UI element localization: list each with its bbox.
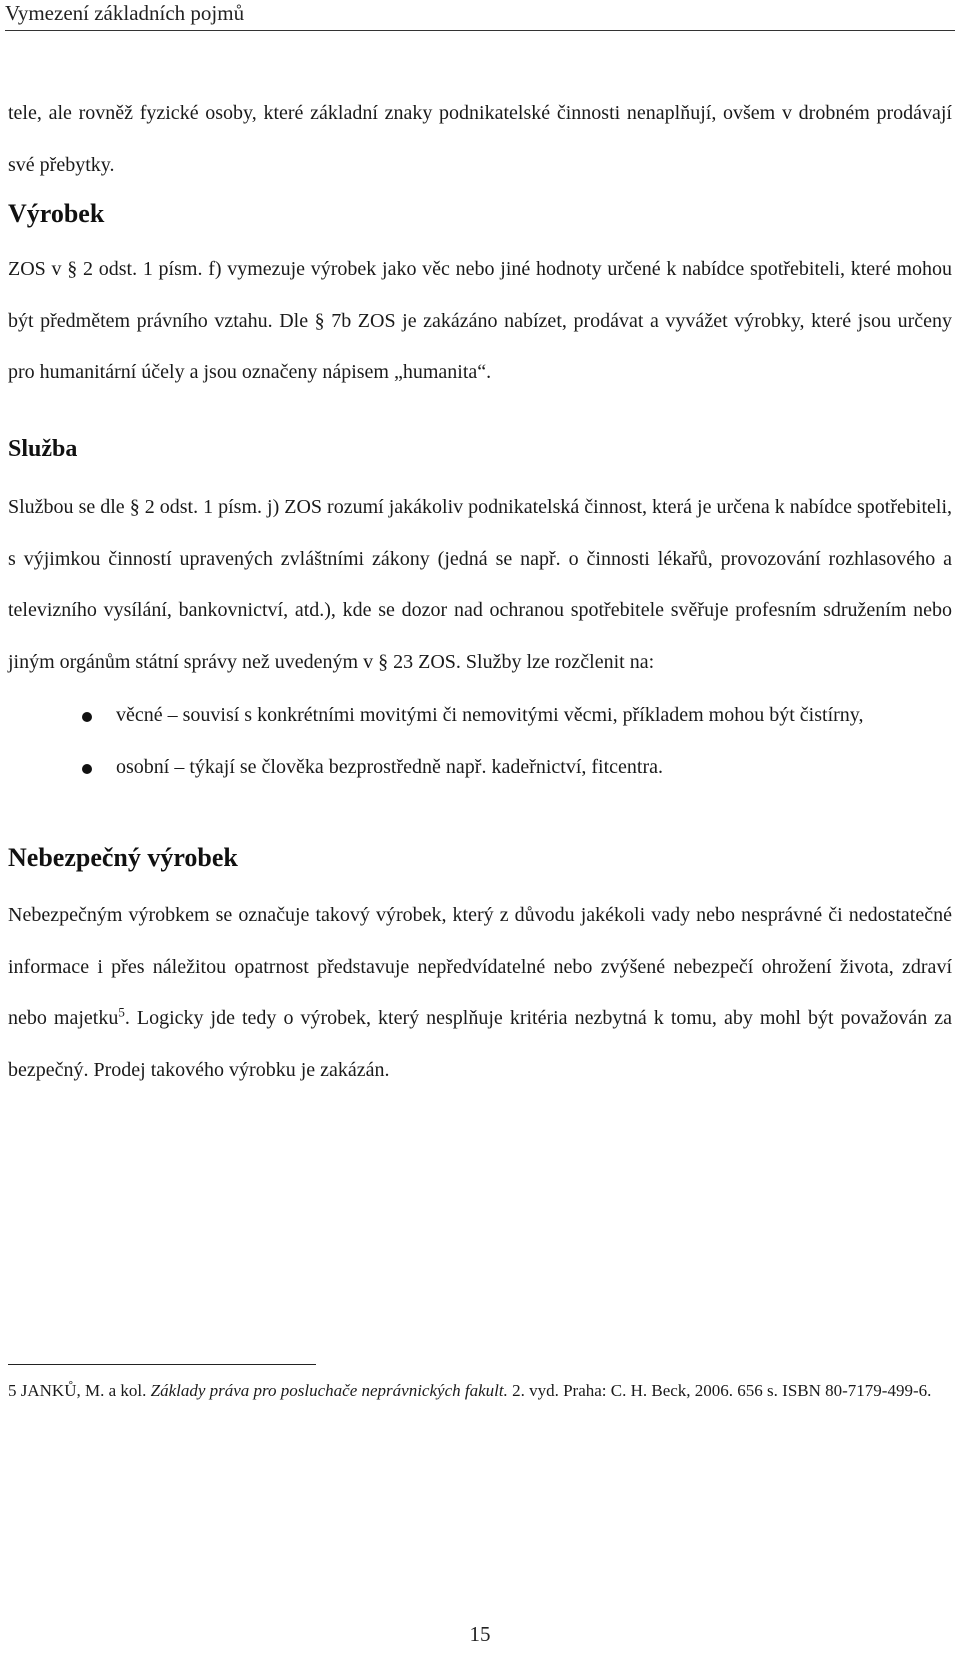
list-item-text: věcné – souvisí s konkrétními movitými či nemovitými věcmi, příkladem mohou být čistírny, [116,704,864,726]
footnote-ref[interactable]: 5 [118,1004,125,1020]
paragraph-text: Nebezpečným výrobkem se označuje takový výrobek, který z důvodu jakékoli vady nebo nesprávné či nedostatečné informace i přes náležitou opatrnost představuje nepředvídatelné nebo zvýšené nebezpečí ohrožení života, zdraví nebo majetku [8,904,952,1029]
footnote [8,1378,952,1403]
list-item [8,742,952,794]
intro-paragraph: tele, ale rovněž fyzické osoby, které základní znaky podnikatelské činnosti nenaplňují, ovšem v drobném prodávají své přebytky. [8,102,952,176]
bullet-icon [82,764,92,774]
footnote-title: Základy práva pro posluchače neprávnických fakult. [150,1381,508,1400]
footnote-number: 5 [8,1381,17,1400]
paragraph-sluzba: Službou se dle § 2 odst. 1 písm. j) ZOS rozumí jakákoliv podnikatelská činnost, která je určena k nabídce spotřebiteli, s výjimkou činností upravených zvláštními zákony (jedná se např. o činnosti lékařů, provozování rozhlasového a televizního vysílání, bankovnictví, atd.), kde se dozor nad ochranou spotřebitele svěřuje profesním sdružením nebo jiným orgánům státní správy než uvedeným v § 23 ZOS. Služby lze rozčlenit na: [8,496,952,673]
bullet-icon [82,712,92,722]
list-item [8,690,952,742]
paragraph-nebezpecny-vyrobek [8,890,952,1096]
footnote-divider [8,1364,316,1365]
heading-nebezpecny-vyrobek: Nebezpečný výrobek [8,843,238,872]
running-head: Vymezení základních pojmů [5,0,955,31]
heading-sluzba: Služba [8,436,78,462]
heading-vyrobek: Výrobek [8,199,105,228]
service-types-list [8,690,952,793]
paragraph-text: . Logicky jde tedy o výrobek, který nesplňuje kritéria nezbytná k tomu, aby mohl být považován za bezpečný. Prodej takového výrobku je zakázán. [8,1007,952,1081]
page-number: 15 [469,1622,491,1646]
list-item-text: osobní – týkají se člověka bezprostředně např. kadeřnictví, fitcentra. [116,755,664,778]
footnote-authors: JANKŮ, M. a kol. [20,1381,147,1400]
footnote-details: 2. vyd. Praha: C. H. Beck, 2006. 656 s. ISBN 80-7179-499-6. [512,1381,932,1400]
paragraph-vyrobek: ZOS v § 2 odst. 1 písm. f) vymezuje výrobek jako věc nebo jiné hodnoty určené k nabídce spotřebiteli, které mohou být předmětem právního vztahu. Dle § 7b ZOS je zakázáno nabízet, prodávat a vyvážet výrobky, které jsou určeny pro humanitární účely a jsou označeny nápisem „humanita“. [8,258,952,383]
